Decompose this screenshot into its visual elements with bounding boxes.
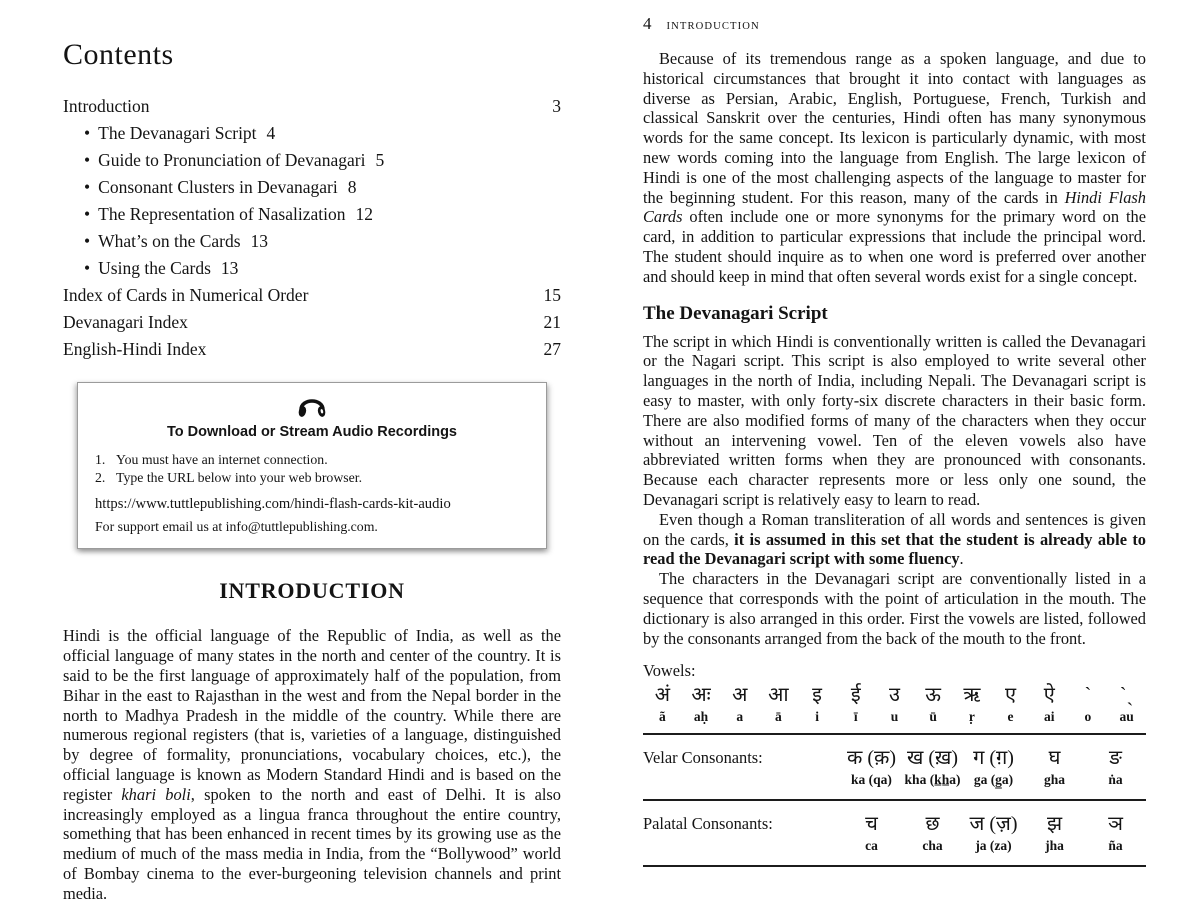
consonant-translit: ṅa bbox=[1108, 772, 1123, 788]
toc-entry-label: What’s on the Cards bbox=[98, 231, 241, 251]
step-text: You must have an internet connection. bbox=[116, 452, 328, 467]
toc-entry-label: Using the Cards bbox=[98, 258, 211, 278]
section-heading: The Devanagari Script bbox=[643, 302, 828, 324]
toc-entry-label: Devanagari Index bbox=[63, 312, 188, 332]
toc-page-number: 3 bbox=[552, 96, 561, 116]
vowel-translit: i bbox=[815, 709, 819, 725]
contents-page bbox=[63, 38, 561, 904]
consonant-char: ग (ग़) bbox=[973, 747, 1014, 770]
consonant-translit: kha (k̲h̲a) bbox=[904, 772, 961, 788]
vowel-column bbox=[914, 682, 953, 726]
consonant-row-label: Palatal Consonants: bbox=[643, 814, 773, 834]
vowel-char: ऋ bbox=[963, 684, 981, 707]
consonant-column bbox=[1024, 811, 1085, 855]
vowel-char: ऊ bbox=[925, 684, 941, 707]
table-of-contents bbox=[63, 93, 561, 363]
toc-entry-label: Index of Cards in Numerical Order bbox=[63, 285, 309, 305]
vowels-label: Vowels: bbox=[643, 661, 696, 681]
vowel-column bbox=[836, 682, 875, 726]
toc-entry bbox=[63, 147, 561, 174]
vowel-column bbox=[1069, 682, 1108, 726]
consonant-column bbox=[1085, 811, 1146, 855]
vowel-translit: o bbox=[1084, 709, 1092, 725]
consonant-column bbox=[902, 811, 963, 855]
vowels-table bbox=[643, 661, 1146, 726]
palatal-columns bbox=[841, 811, 1146, 855]
consonant-column bbox=[963, 811, 1024, 855]
audio-support-text: For support email us at info@tuttlepublishing.com. bbox=[95, 519, 378, 535]
introduction-heading: INTRODUCTION bbox=[219, 578, 405, 604]
bullet-icon: • bbox=[84, 204, 91, 224]
vowel-translit: ā bbox=[775, 709, 782, 725]
audio-step bbox=[95, 469, 529, 487]
consonant-column bbox=[841, 745, 902, 789]
vowel-column bbox=[1030, 682, 1069, 726]
page-number: 4 bbox=[643, 14, 652, 33]
vowel-translit: ū bbox=[929, 709, 937, 725]
toc-entry bbox=[63, 282, 561, 309]
bullet-icon: • bbox=[84, 123, 91, 143]
consonant-translit: jha bbox=[1045, 838, 1064, 854]
step-text: Type the URL below into your web browser. bbox=[116, 470, 363, 486]
consonant-column bbox=[1024, 745, 1085, 789]
consonant-char: क (क़) bbox=[846, 747, 897, 770]
audio-box bbox=[77, 382, 547, 549]
consonant-char: ख (ख़) bbox=[906, 747, 959, 770]
velar-columns bbox=[841, 745, 1146, 789]
body-paragraph: Even though a Roman transliteration of all words and sentences is given on the cards, it is assumed in this set that the student is already able to read the Devanagari script with some fluency. bbox=[643, 509, 1147, 569]
audio-steps bbox=[95, 451, 529, 487]
vowel-char: अः bbox=[691, 684, 711, 707]
consonant-char: झ bbox=[1046, 813, 1063, 836]
headphones-icon bbox=[95, 390, 529, 422]
vowel-column bbox=[798, 682, 837, 726]
consonant-char: छ bbox=[925, 813, 940, 836]
introduction-page bbox=[643, 14, 1146, 867]
audio-box-title: To Download or Stream Audio Recordings bbox=[166, 424, 457, 440]
vowel-translit: au bbox=[1119, 709, 1134, 725]
toc-page-number: 8 bbox=[347, 177, 357, 197]
page-title: Contents bbox=[63, 38, 174, 71]
bullet-icon: • bbox=[84, 258, 91, 278]
vowel-char: ˋˏ bbox=[1119, 684, 1134, 707]
audio-url: https://www.tuttlepublishing.com/hindi-flash-cards-kit-audio bbox=[95, 496, 451, 513]
consonant-char: ज (ज़) bbox=[969, 813, 1018, 836]
body-paragraph: The script in which Hindi is conventionally written is called the Devanagari or the Nagari script. This script is also employed to write several other languages in the north of India, including Nepali. The Devanagari script is easy to master, with only forty-six discrete characters in their basic form. There are also modified forms of many of the characters when they occur without an intervening vowel. Ten of the eleven vowels also have abbreviated written forms when they are pronounced with consonants. Because each character represents more or less only one sound, the Devanagari script is relatively easy to learn to read. bbox=[643, 331, 1146, 509]
toc-entry-label: Introduction bbox=[63, 96, 150, 116]
toc-page-number: 4 bbox=[266, 123, 276, 143]
introduction-paragraph: Hindi is the official language of the Republic of India, as well as the official language of many states in the north and center of the country. It is said to be the first language of approximately half of the population, from Bihar in the east to Rajasthan in the west and from the Nepal border in the north to Madhya Pradesh in the middle of the country. While there are numerous regional registers (that is, varieties of a language, distinguished by degree of formality, pronunciations, vocabulary choices, etc.), the official language is known as Modern Standard Hindi and is based on the register khari boli, spoken to the north and east of Delhi. It is also increasingly employed as a lingua franca throughout the entire country, something that has been enhanced in recent times by its growing use as the medium of much of the mass media in India, from the “Bollywood” world of Bombay cinema to the ever-burgeoning television channels and print media. bbox=[63, 626, 562, 903]
consonant-translit: ga (g̲a) bbox=[973, 772, 1014, 788]
vowel-column bbox=[991, 682, 1030, 726]
vowel-column bbox=[1107, 682, 1146, 726]
toc-page-number: 13 bbox=[250, 231, 269, 251]
vowel-translit: ī bbox=[853, 709, 858, 725]
vowel-char: इ bbox=[812, 684, 822, 707]
audio-step bbox=[95, 451, 529, 469]
consonant-translit: ña bbox=[1108, 838, 1123, 854]
consonant-translit: ka (qa) bbox=[851, 772, 892, 788]
consonant-column bbox=[841, 811, 902, 855]
toc-entry bbox=[63, 309, 561, 336]
toc-entry bbox=[63, 174, 561, 201]
consonant-translit: ja (za) bbox=[975, 838, 1012, 854]
vowel-char: ऐ bbox=[1043, 684, 1055, 707]
vowel-translit: ai bbox=[1043, 709, 1055, 725]
consonant-column bbox=[902, 745, 963, 789]
bullet-icon: • bbox=[84, 150, 91, 170]
consonant-translit: cha bbox=[922, 838, 943, 854]
vowel-column bbox=[720, 682, 759, 726]
vowel-char: अ bbox=[732, 684, 748, 707]
page-header bbox=[643, 14, 1146, 34]
vowel-char: ई bbox=[850, 684, 861, 707]
vowel-char: अं bbox=[654, 684, 670, 707]
toc-page-number: 27 bbox=[543, 339, 561, 359]
vowel-translit: a bbox=[736, 709, 744, 725]
consonant-char: च bbox=[865, 813, 878, 836]
toc-entry bbox=[63, 120, 561, 147]
toc-entry bbox=[63, 255, 561, 282]
vowel-translit: u bbox=[890, 709, 899, 725]
vowel-column bbox=[682, 682, 721, 726]
vowel-translit: aḥ bbox=[693, 709, 709, 725]
toc-entry bbox=[63, 93, 561, 120]
toc-page-number: 12 bbox=[355, 204, 373, 224]
vowel-char: ए bbox=[1005, 684, 1017, 707]
step-number: 1. bbox=[95, 452, 106, 467]
toc-page-number: 21 bbox=[543, 312, 561, 332]
toc-page-number: 5 bbox=[375, 150, 385, 170]
consonant-column bbox=[963, 745, 1024, 789]
toc-entry-label: The Devanagari Script bbox=[98, 123, 257, 143]
consonant-char: ङ bbox=[1109, 747, 1122, 770]
toc-entry-label: The Representation of Nasalization bbox=[98, 204, 346, 224]
palatal-consonants-row bbox=[643, 801, 1146, 858]
consonant-char: घ bbox=[1048, 747, 1061, 770]
consonant-char: ञ bbox=[1108, 813, 1123, 836]
bullet-icon: • bbox=[84, 177, 91, 197]
vowel-translit: ṛ bbox=[968, 709, 975, 725]
vowel-column bbox=[643, 682, 682, 726]
consonant-row-label: Velar Consonants: bbox=[643, 748, 763, 768]
toc-entry-label: Guide to Pronunciation of Devanagari bbox=[98, 150, 366, 170]
vowel-column bbox=[759, 682, 798, 726]
body-paragraph: The characters in the Devanagari script are conventionally listed in a sequence that corresponds with the point of articulation in the mouth. The dictionary is also arranged in this order. First the vowels are listed, followed by the consonants arranged from the back of the mouth to the front. bbox=[643, 569, 1146, 648]
vowel-char: आ bbox=[768, 684, 789, 707]
vowel-column bbox=[953, 682, 992, 726]
table-rule bbox=[643, 865, 1146, 867]
vowel-column bbox=[875, 682, 914, 726]
toc-entry-label: English-Hindi Index bbox=[63, 339, 207, 359]
toc-page-number: 15 bbox=[543, 285, 561, 305]
toc-page-number: 13 bbox=[220, 258, 239, 278]
step-number: 2. bbox=[95, 470, 106, 486]
vowels-row bbox=[643, 682, 1146, 726]
consonant-translit: ca bbox=[865, 838, 878, 854]
running-head: INTRODUCTION bbox=[666, 21, 760, 32]
toc-entry bbox=[63, 201, 561, 228]
body-paragraph: Because of its tremendous range as a spoken language, and due to historical circumstances that brought it into contact with languages as diverse as Persian, Arabic, English, Portuguese, French, Turkish and classical Sanskrit over the centuries, Hindi often has many synonymous words for the same concept. Its lexicon is particularly dynamic, with most new words coming into the language from English. The large lexicon of Hindi is one of the most challenging aspects of the language to master for the beginning student. For this reason, many of the cards in Hindi Flash Cards often include one or more synonyms for the primary word on the card, in addition to particular expressions that include the principal word. The student should inquire as to when one word is preferred over another and should keep in mind that often several words exist for a single concept. bbox=[643, 49, 1146, 286]
consonant-translit: gha bbox=[1043, 772, 1065, 788]
vowel-char: ˋ bbox=[1084, 684, 1092, 707]
consonant-column bbox=[1085, 745, 1146, 789]
vowel-translit: e bbox=[1007, 709, 1014, 725]
velar-consonants-row bbox=[643, 735, 1146, 792]
vowel-translit: ã bbox=[658, 709, 666, 725]
toc-entry bbox=[63, 336, 561, 363]
toc-entry bbox=[63, 228, 561, 255]
bullet-icon: • bbox=[84, 231, 91, 251]
toc-entry-label: Consonant Clusters in Devanagari bbox=[98, 177, 338, 197]
vowel-char: उ bbox=[888, 684, 900, 707]
